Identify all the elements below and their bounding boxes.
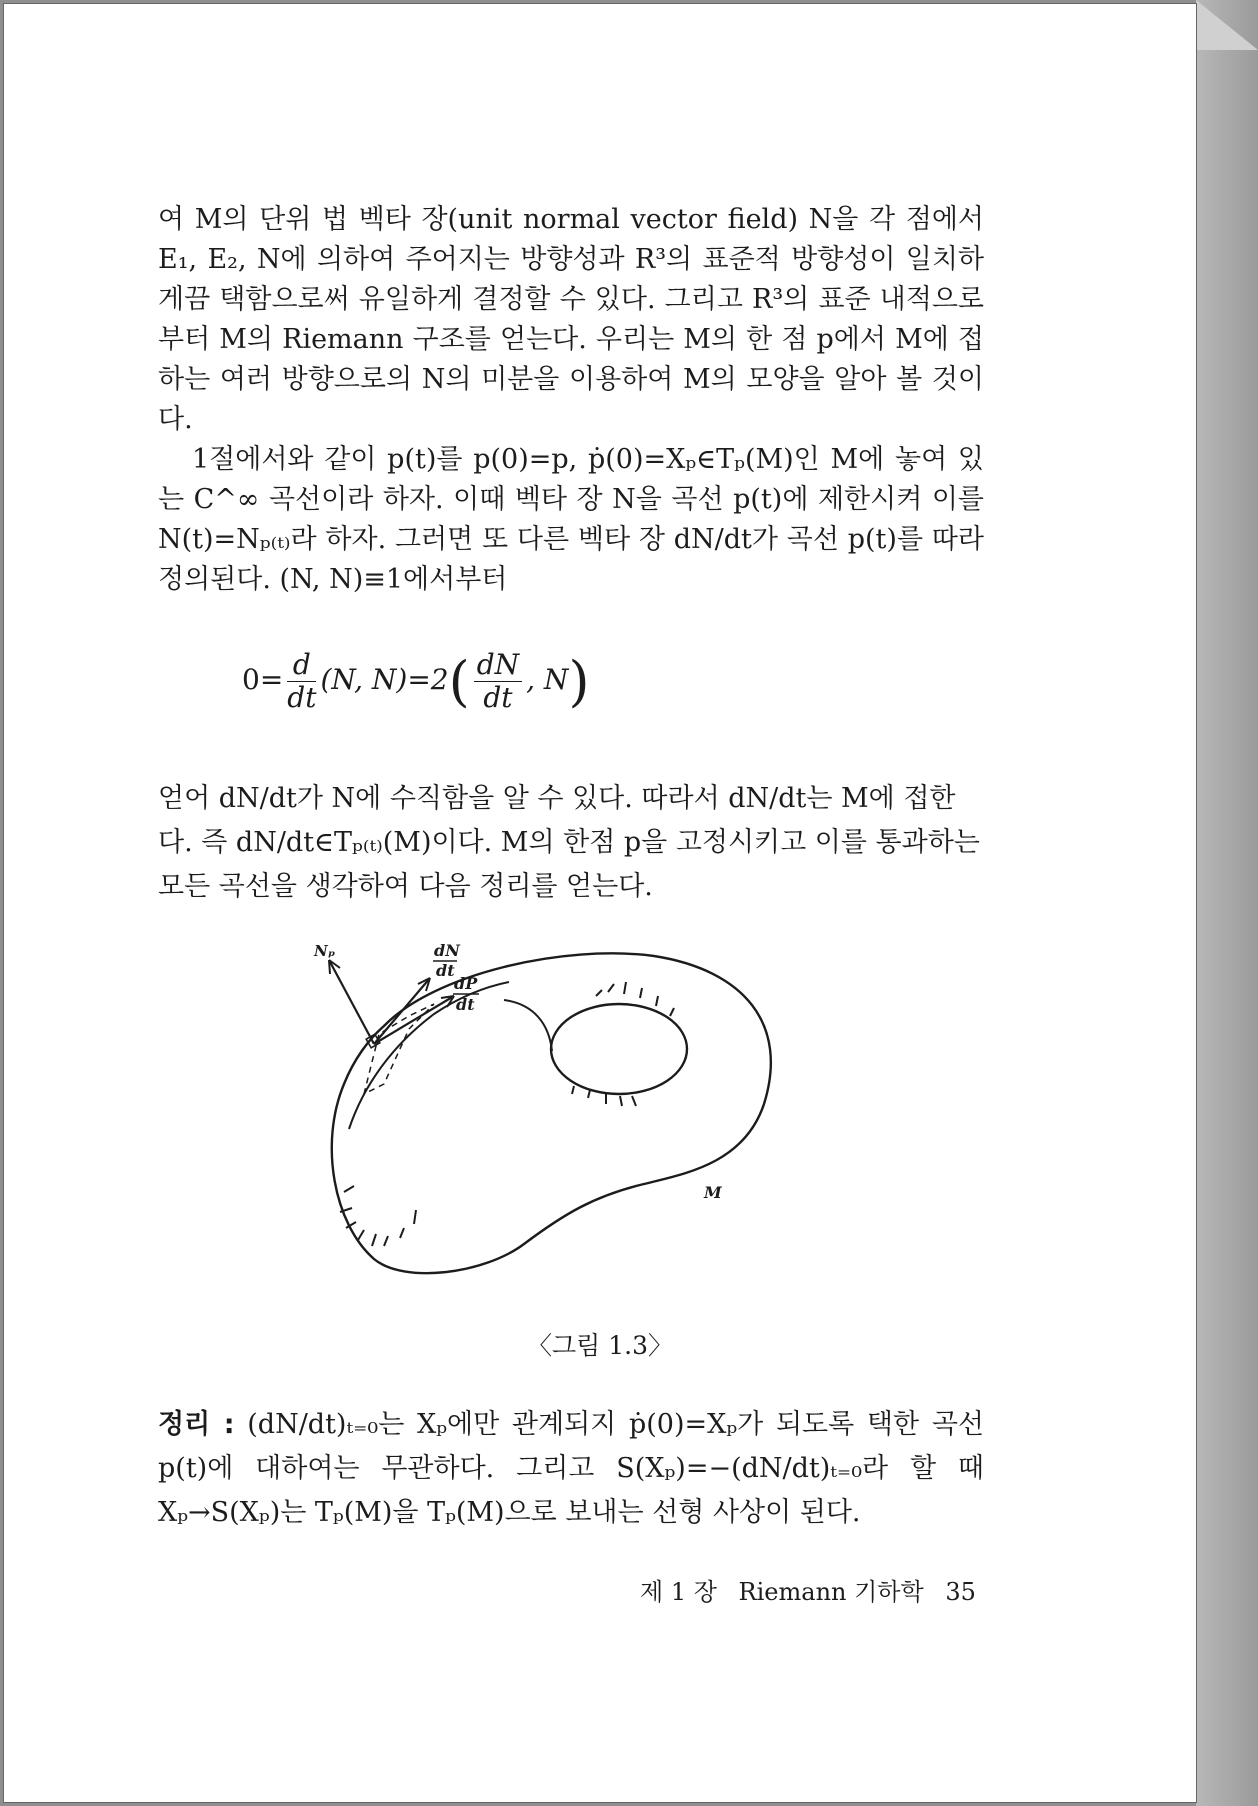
paragraph-1: 여 M의 단위 법 벡타 장(unit normal vector field) N을 각 점에서 E₁, E₂, N에 의하여 주어지는 방향성과 R³의 표준적 방향성이 일치하게끔 택함으로써 유일하게 결정할 수 있다. 그리고 R³의 표준 내적으로부터 M의 Riemann 구조를 얻는다. 우리는 M의 한 점 p에서 M에 접하는 여러 방향으로의 N의 미분을 이용하여 M의 모양을 알아 볼 것이다. [158, 204, 984, 435]
eq-frac1-denominator: dt [287, 681, 317, 714]
footer-chapter: 제 1 장 [640, 1578, 717, 1606]
figure-caption: 〈그림 1.3〉 [526, 1331, 673, 1360]
normal-vector [329, 960, 374, 1044]
label-dp-den: dt [456, 995, 475, 1014]
eq-mid: (N, N)=2 [320, 663, 449, 696]
label-dn-num: dN [434, 941, 460, 960]
eq-right-paren: ) [568, 650, 590, 713]
label-np: Nₚ [314, 942, 336, 960]
page-number: 35 [945, 1578, 976, 1606]
curve-segment [504, 1000, 552, 1051]
book-page-edge [1196, 0, 1258, 1806]
theorem-body: (dN/dt)ₜ₌₀는 Xₚ에만 관계되지 ṗ(0)=Xₚ가 되도록 택한 곡선 p(t)에 대하여는 무관하다. 그리고 S(Xₚ)=−(dN/dt)ₜ₌₀라 할 때 Xₚ→S(Xₚ)는 Tₚ(M)을 Tₚ(M)으로 보내는 선형 사상이 된다. [158, 1409, 984, 1528]
eq-left-paren: ( [448, 650, 470, 713]
dn-dt-vector [374, 978, 430, 1044]
eq-frac2-denominator: dt [483, 681, 513, 714]
paragraph-2: 1절에서와 같이 p(t)를 p(0)=p, ṗ(0)=Xₚ∈Tₚ(M)인 M에 놓여 있는 C^∞ 곡선이라 하자. 이때 벡타 장 N을 곡선 p(t)에 제한시켜 이를 N(t)=Nₚ₍ₜ₎라 하자. 그러면 또 다른 벡타 장 dN/dt가 곡선 p(t)를 따라 정의된다. (N, N)≡1에서부터 [158, 444, 984, 595]
eq-lead: 0= [242, 663, 284, 696]
surface-outline [332, 953, 771, 1273]
paragraph-3: 얻어 dN/dt가 N에 수직함을 알 수 있다. 따라서 dN/dt는 M에 접한다. 즉 dN/dt∈Tₚ₍ₜ₎(M)이다. M의 한점 p을 고정시키고 이를 통과하는 모든 곡선을 생각하여 다음 정리를 얻는다. [158, 783, 980, 902]
book-page [4, 4, 1196, 1802]
torus-figure [314, 934, 794, 1294]
body-text [158, 200, 984, 600]
surface-hole [551, 1004, 687, 1094]
label-dp-num: dP [454, 974, 478, 993]
eq-tail: , N [526, 663, 569, 696]
eq-frac2-numerator: dN [474, 649, 522, 682]
eq-frac1-numerator: d [287, 649, 316, 682]
theorem [158, 1403, 984, 1535]
curve-p-of-t [349, 982, 509, 1129]
footer-title: Riemann 기하학 [738, 1578, 924, 1606]
eq-fraction-1 [287, 649, 316, 714]
eq-fraction-2 [474, 649, 522, 714]
label-dn-den: dt [436, 961, 455, 980]
page-footer [640, 1572, 990, 1607]
label-m: M [704, 1183, 722, 1202]
tangent-plane-dashed [364, 1004, 434, 1094]
equation [242, 649, 590, 729]
theorem-label: 정리 : [158, 1409, 235, 1440]
